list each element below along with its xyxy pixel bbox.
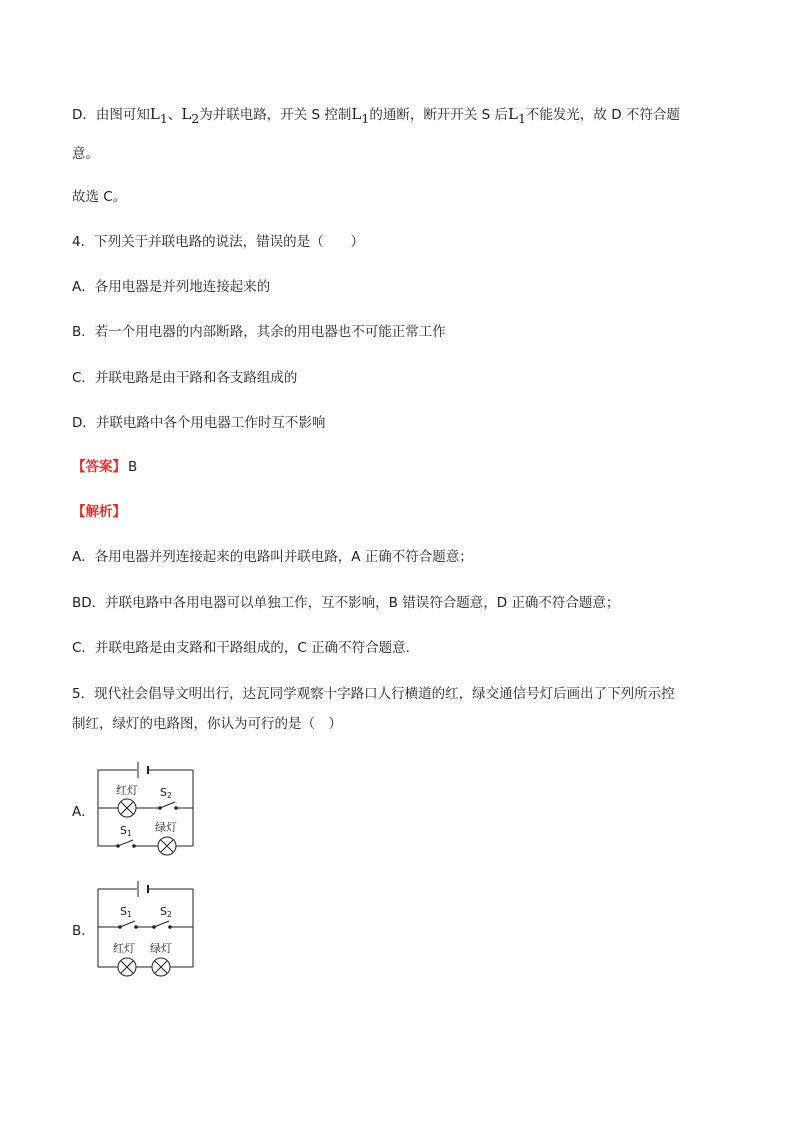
red-lamp-label: 红灯	[113, 942, 135, 955]
green-lamp-label: 绿灯	[150, 942, 172, 955]
circuit-diagram-a	[90, 758, 200, 858]
red-lamp-icon	[118, 799, 136, 817]
switch-s1-icon	[119, 921, 138, 928]
q5-option-b-label: B．	[72, 923, 95, 939]
switch-s2-label: S2	[160, 905, 172, 919]
battery-icon	[138, 881, 148, 897]
red-lamp-icon	[118, 958, 136, 976]
circuit-diagram-b	[90, 877, 200, 977]
green-lamp-icon	[158, 837, 176, 855]
red-lamp-label: 红灯	[116, 784, 138, 797]
prev-d-mid2: 的通断，断开开关 S 后	[369, 107, 508, 123]
switch-s1-label: S1	[120, 824, 132, 838]
q5-stem-line1: 5．现代社会倡导文明出行，达瓦同学观察十字路口人行横道的红，绿交通信号灯后画出了下列所示控	[72, 686, 675, 702]
q5-stem-line2: 制红，绿灯的电路图，你认为可行的是（ ）	[72, 716, 342, 732]
symbol-l1: $L_1$	[149, 105, 168, 126]
battery-icon	[138, 762, 148, 778]
q4-analysis-c: C．并联电路是由支路和干路组成的，C 正确不符合题意．	[72, 640, 420, 656]
answer-tag: 【答案】	[72, 459, 126, 475]
symbol-l2: $L_2$	[181, 105, 200, 126]
prev-choose-line: 故选 C。	[72, 189, 127, 205]
q4-option-d: D．并联电路中各个用电器工作时互不影响	[72, 415, 326, 431]
q4-stem: 4．下列关于并联电路的说法，错误的是（ ）	[72, 234, 365, 250]
answer-value: B	[128, 459, 138, 475]
symbol-l1-second: $L_1$	[351, 105, 370, 126]
separator: 、	[167, 107, 182, 123]
green-lamp-icon	[152, 958, 170, 976]
q4-option-a: A．各用电器是并列地连接起来的	[72, 279, 271, 295]
q4-analysis-bd: BD．并联电路中各用电器可以单独工作，互不影响，B 错误符合题意，D 正确不符合题意；	[72, 595, 620, 611]
q4-option-b: B．若一个用电器的内部断路，其余的用电器也不可能正常工作	[72, 324, 446, 340]
switch-s2-icon	[159, 802, 178, 809]
q4-analysis-tag-line	[72, 502, 126, 522]
prev-d-mid1: 为并联电路，开关 S 控制	[199, 107, 352, 123]
q4-option-c: C．并联电路是由干路和各支路组成的	[72, 370, 298, 386]
prev-option-d-line	[72, 104, 680, 129]
switch-s2-label: S2	[160, 786, 172, 800]
switch-s2-icon	[153, 921, 172, 928]
symbol-l1-third: $L_1$	[507, 105, 526, 126]
q5-option-a-label: A．	[72, 804, 95, 820]
analysis-tag: 【解析】	[72, 504, 126, 520]
prev-d-prefix: D．由图可知	[72, 107, 150, 123]
q4-analysis-a: A．各用电器并列连接起来的电路叫并联电路，A 正确不符合题意；	[72, 549, 473, 565]
switch-s1-label: S1	[120, 905, 132, 919]
green-lamp-label: 绿灯	[155, 821, 177, 834]
prev-d-continuation: 意。	[72, 146, 99, 162]
prev-d-end: 不能发光，故 D 不符合题	[525, 107, 680, 123]
switch-s1-icon	[117, 840, 136, 847]
q4-answer-line	[72, 457, 137, 477]
